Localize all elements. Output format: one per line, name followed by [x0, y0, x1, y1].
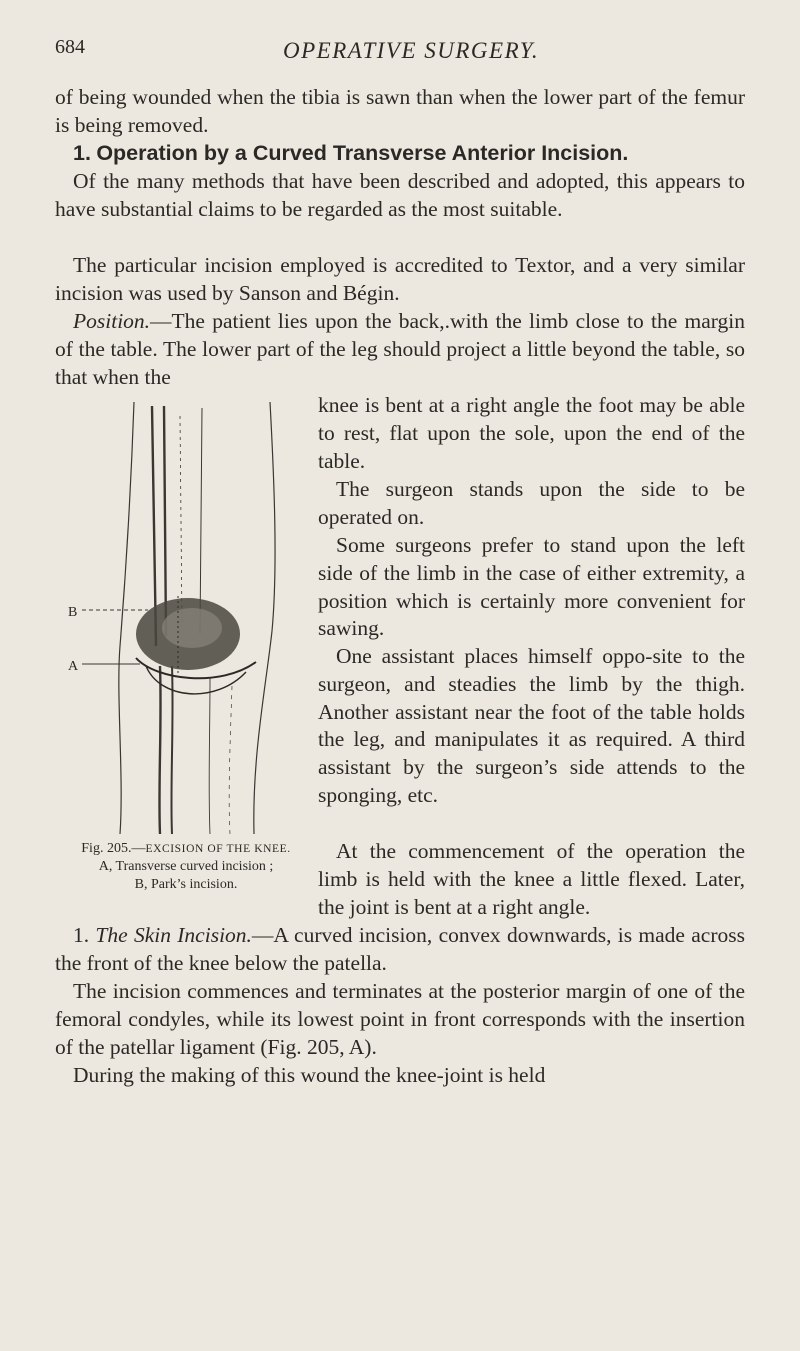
heading-title: Operation by a Curved Transverse Anterior Incision. [96, 141, 629, 165]
tibia-shaft [159, 666, 160, 834]
page-header [0, 36, 800, 72]
skin-text: —A curved incision, convex downwards, is made across the front of the knee below the patella. [55, 923, 745, 975]
position-label: Position. [73, 309, 151, 333]
figure-label-b: B [68, 605, 78, 620]
muscle-line [180, 416, 182, 626]
paragraph-position [55, 308, 745, 391]
paragraph-textor: The particular incision employed is accredited to Textor, and a very similar incision was used by Sanson and Bégin. [55, 253, 745, 305]
caption-title: EXCISION OF THE KNEE. [145, 843, 291, 855]
section-heading [55, 140, 745, 168]
paragraph-incision-course: The incision commences and terminates at the posterior margin of one of the femoral condyles, while its lowest point in front corresponds with the insertion of the patellar ligament (Fig. 205, A). [55, 979, 745, 1059]
figure-caption [55, 840, 317, 894]
page-number: 684 [55, 36, 85, 58]
paragraph-methods: Of the many methods that have been described and adopted, this appears to have substantial claims to be regarded as the most suitable. [55, 169, 745, 221]
skin-number: 1. [73, 923, 90, 947]
leg-outline-left [119, 402, 134, 834]
paragraph-continuation: of being wounded when the tibia is sawn than when the lower part of the femur is being removed. [55, 85, 745, 137]
paragraph-surgeon: The surgeon stands upon the side to be operated on. [318, 477, 745, 529]
knee-joint [136, 596, 256, 694]
knee-illustration [60, 396, 316, 836]
heading-number: 1. [73, 141, 91, 165]
caption-title-line [55, 840, 317, 858]
caption-fig-number: Fig. 205.— [81, 841, 146, 856]
caption-line-a: A, Transverse curved incision ; [98, 859, 274, 874]
caption-line-b: B, Park’s incision. [134, 877, 238, 892]
figure-label-a: A [68, 659, 79, 674]
fibula-line [209, 678, 210, 834]
paragraph-skin-incision [55, 922, 745, 978]
paragraph-assistants: One assistant places himself oppo-site to the surgeon, and steadies the limb by the thigh. Another assistant near the foot of the table holds the leg, and manipulates it as required. A third assistant by the surgeon’s side attends to the sponging, etc. [318, 644, 745, 807]
paragraph-knee-held: During the making of this wound the knee-joint is held [73, 1063, 546, 1087]
figure-knee-excision [60, 396, 316, 836]
tibia-shaft-inner [171, 666, 172, 834]
leg-outline-right [254, 402, 275, 834]
calf-line [229, 686, 232, 834]
running-head: OPERATIVE SURGERY. [283, 38, 540, 63]
position-text: —The patient lies upon the back,.with the limb close to the margin of the table. The lower part of the leg should project a little beyond the table, so that when the [55, 309, 745, 389]
skin-title: The Skin Incision. [95, 923, 252, 947]
paragraph-left-side: Some surgeons prefer to stand upon the left side of the limb in the case of either extremity, a position which is certainly more convenient for sawing. [318, 533, 745, 641]
paragraph-position-cont: knee is bent at a right angle the foot may be able to rest, flat upon the sole, upon the end of the table. [318, 393, 745, 473]
paragraph-flexed: At the commencement of the operation the limb is held with the knee a little flexed. Later, the joint is bent at a right angle. [318, 839, 745, 919]
